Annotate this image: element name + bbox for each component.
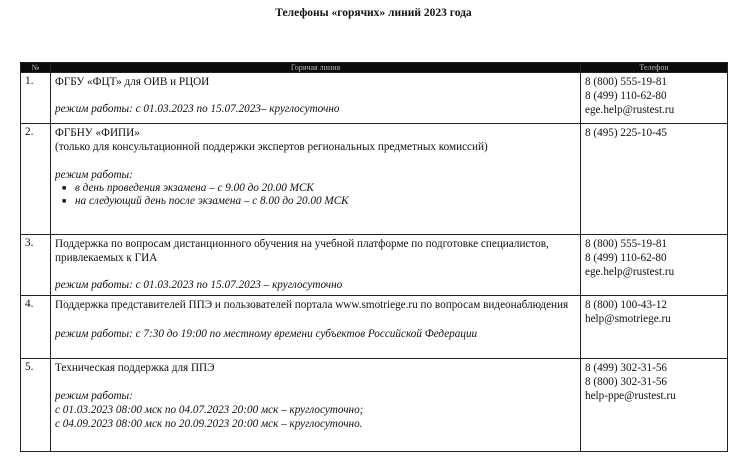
row-number: 5.	[21, 359, 51, 452]
row-name: Поддержка по вопросам дистанционного обучения на учебной платформе по подготовке специалистов, привлекаемых к ГИА	[55, 238, 549, 264]
phone: 8 (800) 555-19-81	[585, 76, 668, 88]
hotlines-table	[20, 62, 728, 452]
row-name: ФГБНУ «ФИПИ»	[55, 127, 140, 139]
phone: 8 (495) 225-10-45	[585, 127, 668, 139]
table-header-row	[21, 63, 728, 73]
row-mode: режим работы: с 01.03.2023 по 15.07.2023– круглосуточно	[55, 103, 340, 115]
row-mode: режим работы: с 01.03.2023 по 15.07.2023 – круглосуточно	[55, 279, 343, 291]
phone: 8 (499) 302-31-56	[585, 362, 668, 374]
header-phones: Телефон	[581, 63, 728, 73]
table-row	[21, 235, 728, 296]
phone: 8 (800) 302-31-56	[585, 376, 668, 388]
email: help@smotriege.ru	[585, 313, 671, 325]
header-name: Горячая линия	[51, 63, 581, 73]
row-mode: режим работы: с 7:30 до 19:00 по местному времени субъектов Российской Федерации	[55, 328, 478, 340]
phone: 8 (499) 110-62-80	[585, 90, 667, 102]
row-name: Поддержка представителей ППЭ и пользователей портала www.smotriege.ru по вопросам видеонаблюдения	[55, 299, 569, 311]
schedule-line: с 04.09.2023 08:00 мск по 20.09.2023 20:00 мск – круглосуточно.	[55, 418, 363, 430]
row-name: Техническая поддержка для ППЭ	[55, 362, 215, 374]
row-mode: режим работы:	[55, 390, 133, 402]
email: ege.help@rustest.ru	[585, 104, 675, 116]
page-title: Телефоны «горячих» линий 2023 года	[275, 7, 472, 19]
table-row	[21, 296, 728, 359]
phone: 8 (499) 110-62-80	[585, 252, 667, 264]
row-number: 1.	[21, 73, 51, 124]
row-number: 4.	[21, 296, 51, 359]
schedule-list	[55, 182, 576, 208]
row-number: 2.	[21, 124, 51, 235]
row-number: 3.	[21, 235, 51, 296]
email: help-ppe@rustest.ru	[585, 390, 676, 402]
table-row	[21, 124, 728, 235]
schedule-line: с 01.03.2023 08:00 мск по 04.07.2023 20:00 мск – круглосуточно;	[55, 404, 364, 416]
header-num: №	[21, 63, 51, 73]
row-mode: режим работы:	[55, 169, 133, 181]
phone: 8 (800) 100-43-12	[585, 299, 668, 311]
list-item: ■ на следующий день после экзамена – с 8.00 до 20.00 МСК	[75, 195, 576, 208]
table-row	[21, 359, 728, 452]
email: ege.help@rustest.ru	[585, 266, 675, 278]
table-row	[21, 73, 728, 124]
row-name-note: (только для консультационной поддержки экспертов региональных предметных комиссий)	[55, 141, 488, 153]
list-item: ■ в день проведения экзамена – с 9.00 до 20.00 МСК	[75, 182, 576, 195]
phone: 8 (800) 555-19-81	[585, 238, 668, 250]
row-name: ФГБУ «ФЦТ» для ОИВ и РЦОИ	[55, 76, 210, 88]
